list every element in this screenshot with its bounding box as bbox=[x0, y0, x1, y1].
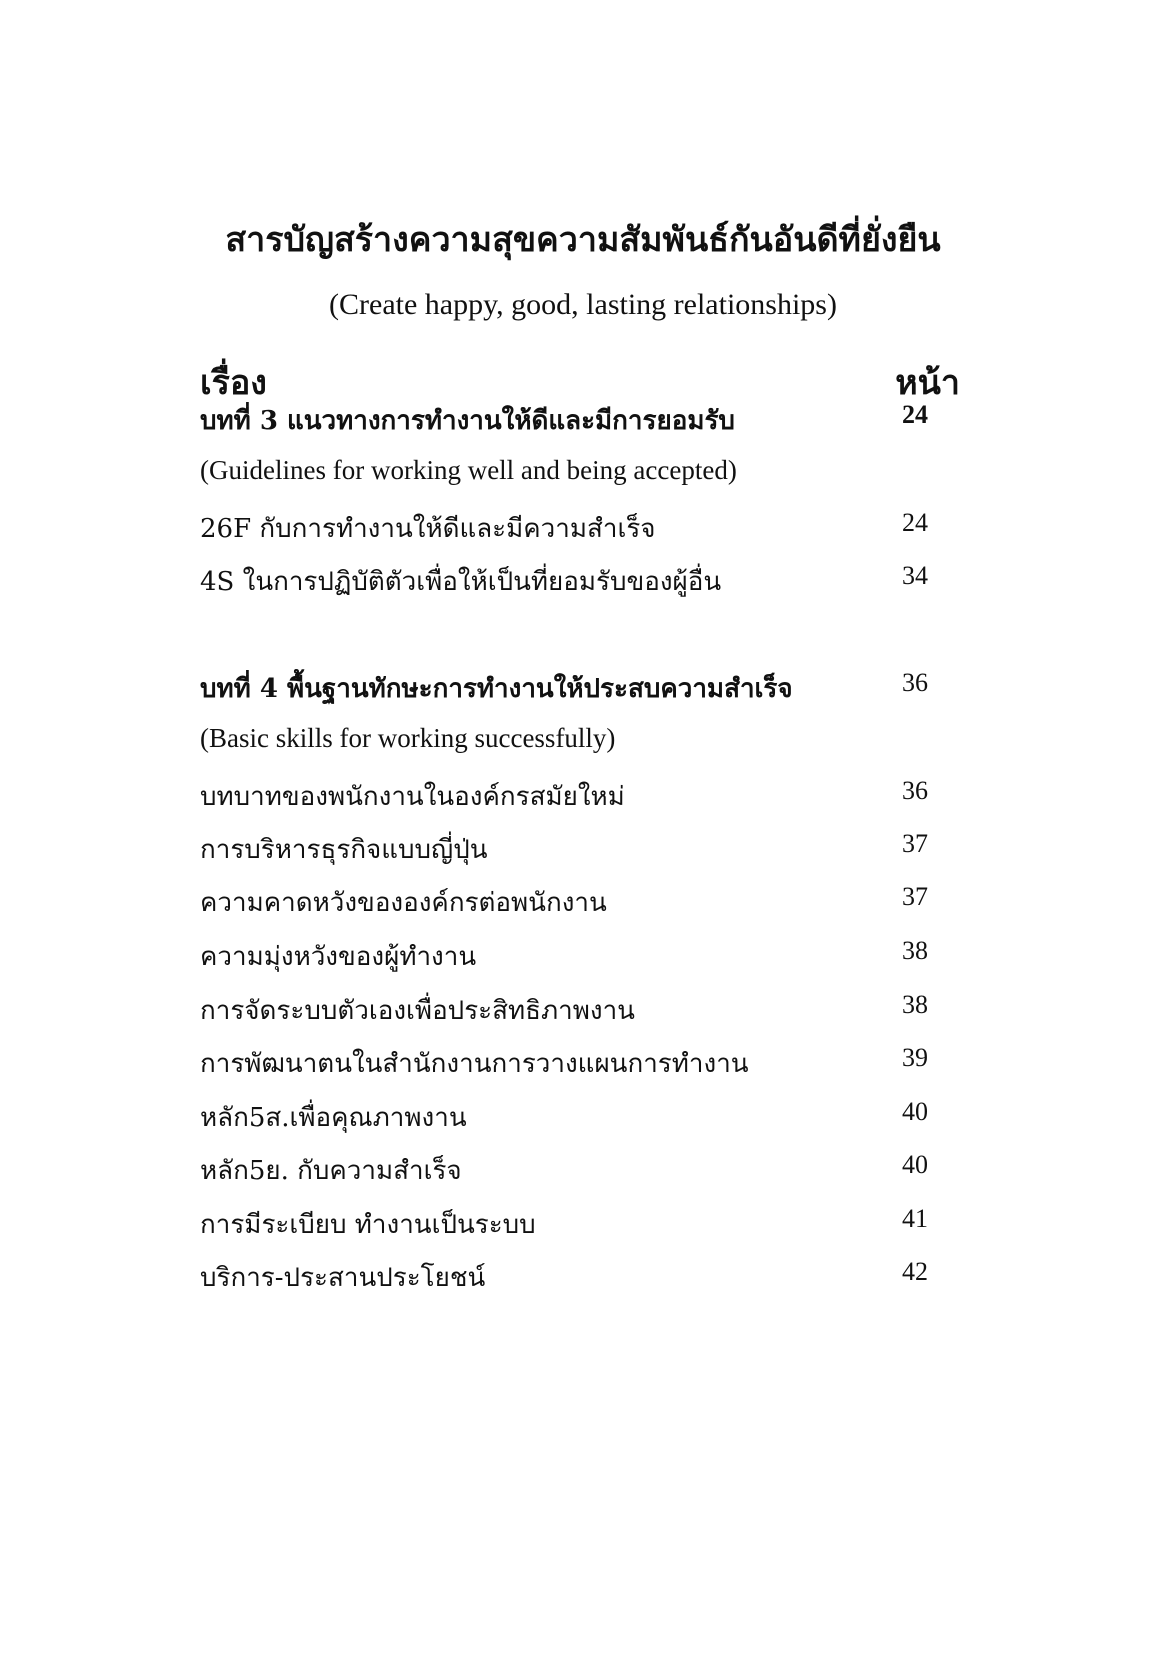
toc-entry-page: 41 bbox=[902, 1204, 928, 1233]
toc-entry-label: หลัก5ย. กับความสำเร็จ bbox=[200, 1156, 462, 1186]
toc-entry bbox=[200, 990, 945, 1030]
toc-entry-page: 37 bbox=[902, 829, 928, 858]
toc-entry-label: หลัก5ส.เพื่อคุณภาพงาน bbox=[200, 1103, 467, 1133]
toc-entry bbox=[200, 1204, 945, 1244]
toc-entry-page: 36 bbox=[902, 776, 928, 805]
toc-entry-page: 24 bbox=[902, 400, 928, 429]
toc-chapter-heading bbox=[200, 400, 945, 440]
toc-entry-page: 40 bbox=[902, 1150, 928, 1179]
toc-entry bbox=[200, 1043, 945, 1083]
toc-entry-label: การมีระเบียบ ทำงานเป็นระบบ bbox=[200, 1210, 536, 1240]
toc-entry-label: การพัฒนาตนในสำนักงานการวางแผนการทำงาน bbox=[200, 1049, 749, 1079]
toc-entry-page: 36 bbox=[902, 668, 928, 697]
toc-entry-page: 37 bbox=[902, 882, 928, 911]
toc-entry-label: 4S ในการปฏิบัติตัวเพื่อให้เป็นที่ยอมรับของผู้อื่น bbox=[200, 567, 722, 597]
toc-entry bbox=[200, 1097, 945, 1137]
toc-entry-label: ความมุ่งหวังของผู้ทำงาน bbox=[200, 942, 477, 972]
toc-entry-label: ความคาดหวังขององค์กรต่อพนักงาน bbox=[200, 888, 607, 918]
toc-chapter-heading bbox=[200, 668, 945, 708]
toc-entry bbox=[200, 936, 945, 976]
toc-entry-label: การบริหารธุรกิจแบบญี่ปุ่น bbox=[200, 835, 488, 865]
topic-column-header: เรื่อง bbox=[200, 363, 267, 403]
toc-entry bbox=[200, 1150, 945, 1190]
toc-entry-page: 38 bbox=[902, 990, 928, 1019]
toc-entry-label: (Basic skills for working successfully) bbox=[200, 723, 616, 753]
toc-entry-label: บริการ-ประสานประโยชน์ bbox=[200, 1263, 486, 1293]
toc-entry bbox=[200, 561, 945, 601]
toc-entry bbox=[200, 882, 945, 922]
document-subtitle: (Create happy, good, lasting relationships) bbox=[329, 288, 837, 321]
toc-entry bbox=[200, 1257, 945, 1297]
toc-entry-page: 40 bbox=[902, 1097, 928, 1126]
toc-entry-label: 26F กับการทำงานให้ดีและมีความสำเร็จ bbox=[200, 514, 656, 544]
toc-chapter-subtitle bbox=[200, 723, 945, 763]
toc-entry bbox=[200, 829, 945, 869]
toc-entry-label: บทที่ 3 แนวทางการทำงานให้ดีและมีการยอมรับ bbox=[200, 406, 735, 436]
toc-entry-page: 39 bbox=[902, 1043, 928, 1072]
page-column-header: หน้า bbox=[895, 363, 960, 403]
toc-entry-label: (Guidelines for working well and being accepted) bbox=[200, 455, 737, 485]
toc-entry bbox=[200, 776, 945, 816]
toc-entry-label: การจัดระบบตัวเองเพื่อประสิทธิภาพงาน bbox=[200, 996, 635, 1026]
toc-entry-label: บทบาทของพนักงานในองค์กรสมัยใหม่ bbox=[200, 782, 625, 812]
toc-chapter-subtitle bbox=[200, 455, 945, 495]
toc-entry-page: 42 bbox=[902, 1257, 928, 1286]
toc-entry-label: บทที่ 4 พื้นฐานทักษะการทำงานให้ประสบความสำเร็จ bbox=[200, 674, 793, 704]
toc-entry-page: 34 bbox=[902, 561, 928, 590]
document-title: สารบัญสร้างความสุขความสัมพันธ์กันอันดีที่ยั่งยืน bbox=[225, 220, 941, 260]
toc-entry bbox=[200, 508, 945, 548]
toc-entry-page: 24 bbox=[902, 508, 928, 537]
toc-entry-page: 38 bbox=[902, 936, 928, 965]
